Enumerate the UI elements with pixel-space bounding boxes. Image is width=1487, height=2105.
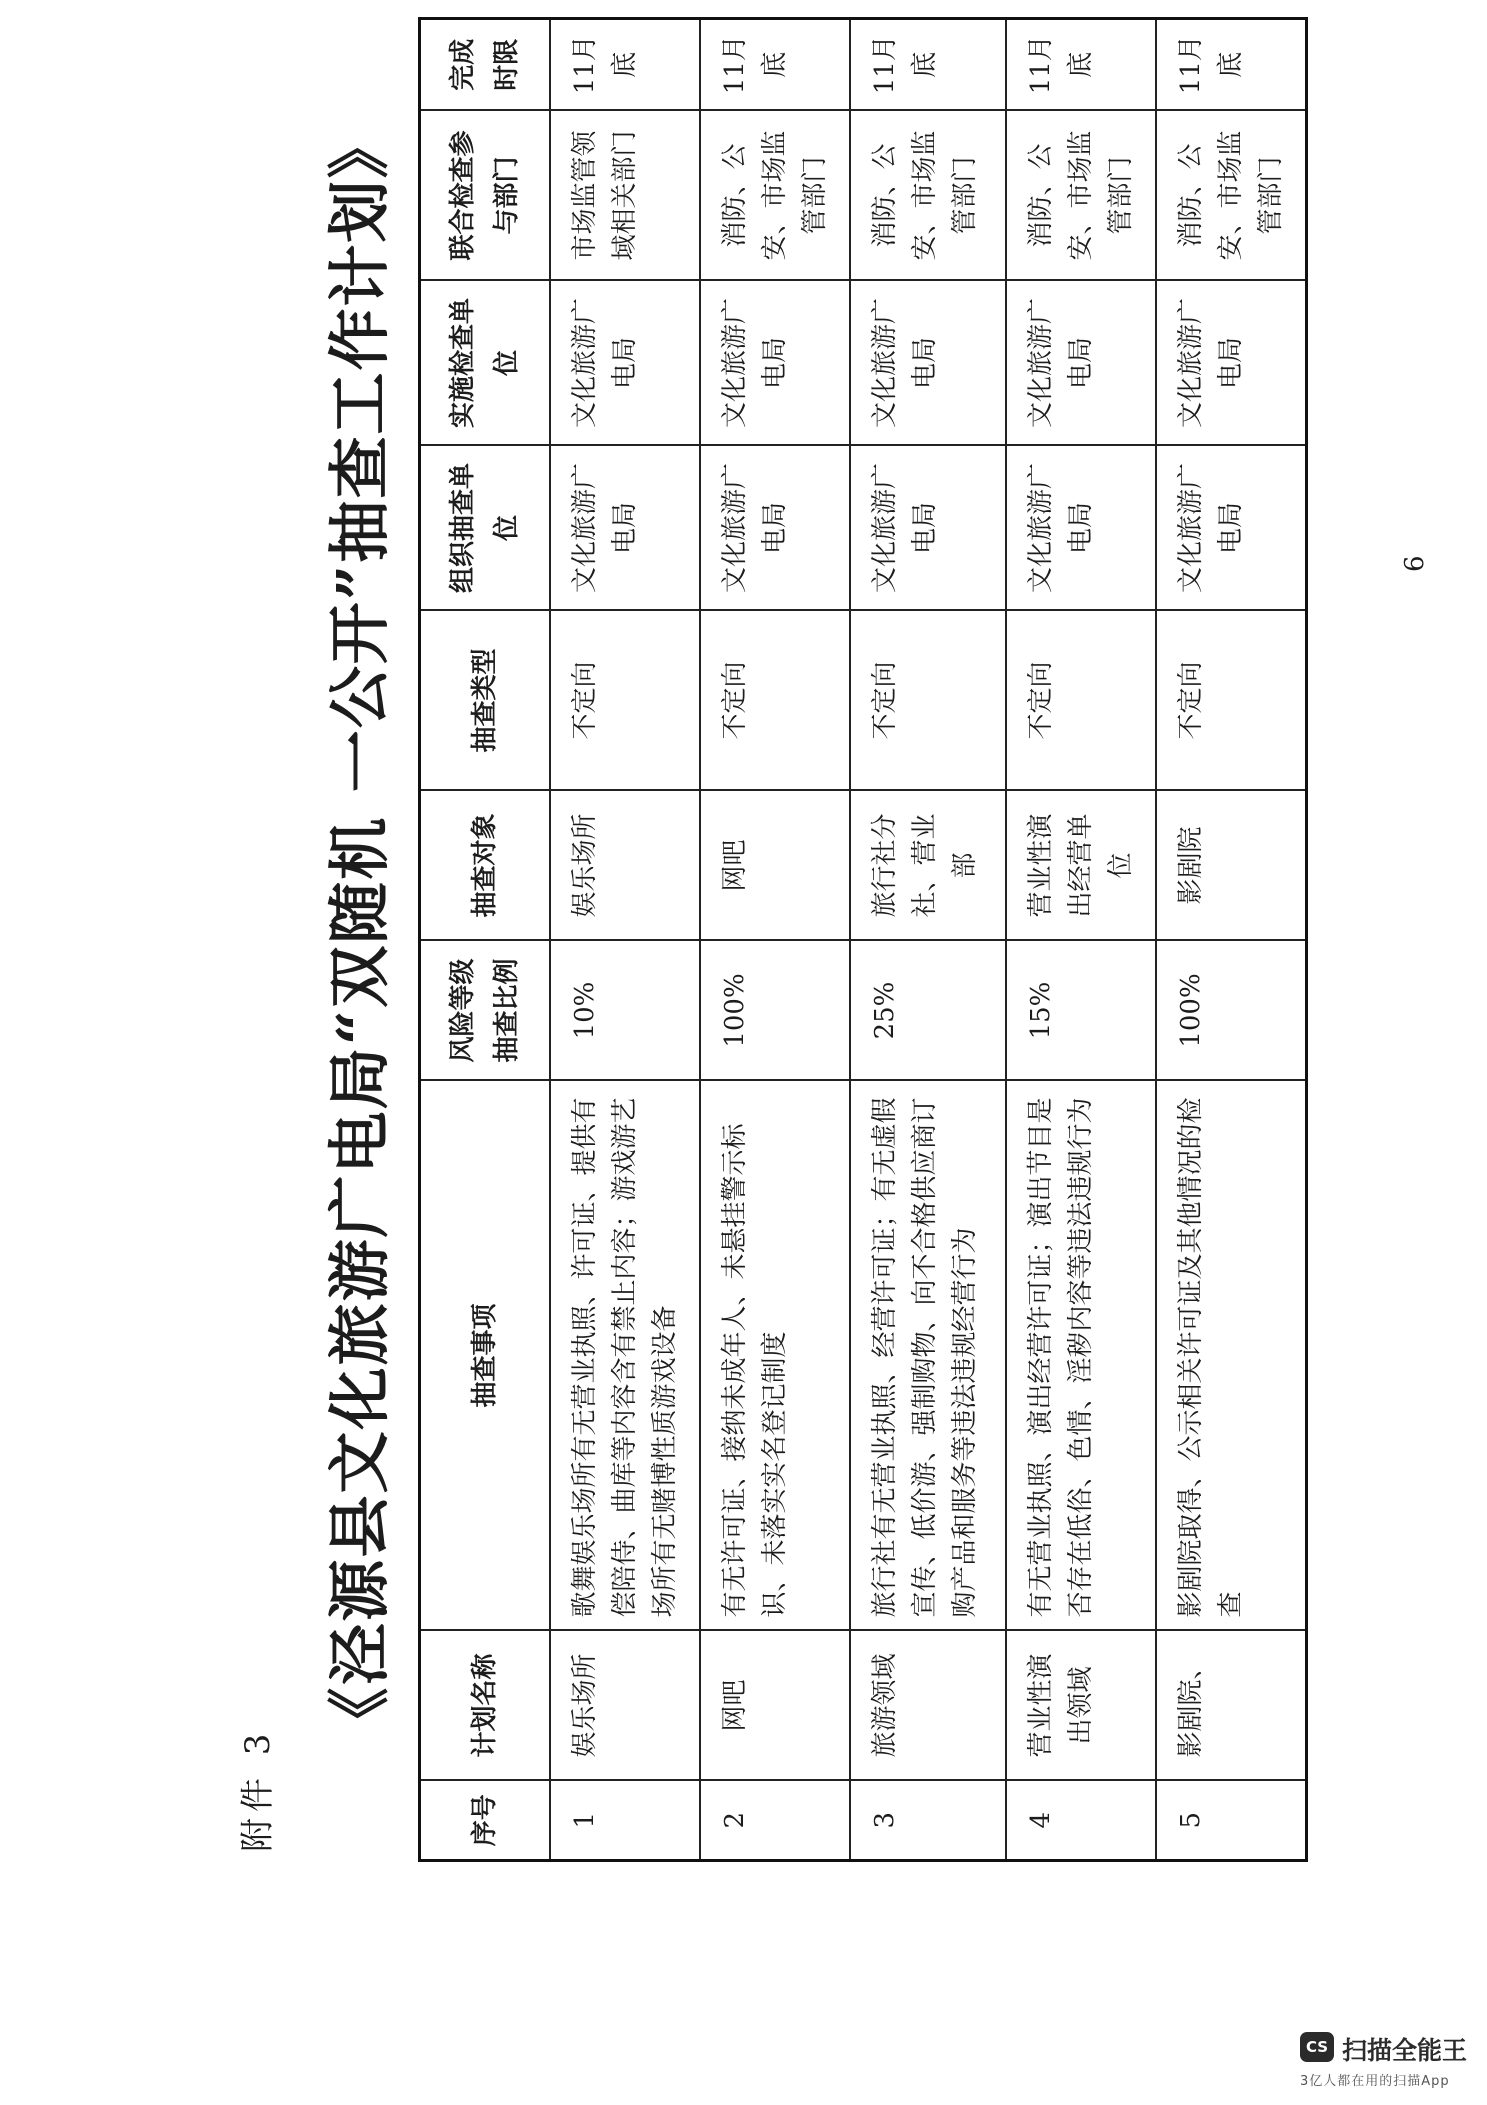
header-joint: 联合检查参与部门 — [420, 111, 551, 281]
cell-ratio: 25% — [850, 941, 1006, 1081]
header-ratio: 风险等级抽查比例 — [420, 941, 551, 1081]
table-row — [1156, 19, 1307, 1861]
scanner-app-name: 扫描全能王 — [1342, 2036, 1468, 2065]
table-row — [700, 19, 850, 1861]
table-row — [850, 19, 1006, 1861]
page-number: 6 — [1400, 555, 1430, 572]
cell-joint: 消防、公安、市场监管部门 — [850, 111, 1006, 281]
header-plan-name: 计划名称 — [420, 1631, 551, 1781]
cell-seq: 3 — [850, 1781, 1006, 1861]
cell-type: 不定向 — [850, 611, 1006, 791]
cell-joint: 消防、公安、市场监管部门 — [700, 111, 850, 281]
cell-plan-name: 旅游领域 — [850, 1631, 1006, 1781]
cell-items: 有无营业执照、演出经营许可证；演出节目是否存在低俗、色情、淫秽内容等违法违规行为 — [1006, 1081, 1156, 1631]
cell-deadline: 11月底 — [700, 19, 850, 111]
cell-organizer: 文化旅游广电局 — [850, 446, 1006, 611]
plan-table-wrapper — [418, 20, 1308, 1862]
cell-target: 网吧 — [700, 791, 850, 941]
cell-seq: 4 — [1006, 1781, 1156, 1861]
cell-deadline: 11月底 — [850, 19, 1006, 111]
cell-type: 不定向 — [700, 611, 850, 791]
cell-plan-name: 娱乐场所 — [550, 1631, 700, 1781]
cell-implementer: 文化旅游广电局 — [850, 281, 1006, 446]
cell-deadline: 11月底 — [550, 19, 700, 111]
header-seq: 序号 — [420, 1781, 551, 1861]
cell-joint: 市场监管领域相关部门 — [550, 111, 700, 281]
cell-items: 旅行社有无营业执照、经营许可证；有无虚假宣传、低价游、强制购物、向不合格供应商订购产品和服务等违法违规经营行为 — [850, 1081, 1006, 1631]
cell-implementer: 文化旅游广电局 — [1156, 281, 1307, 446]
cell-ratio: 100% — [700, 941, 850, 1081]
header-deadline: 完成时限 — [420, 19, 551, 111]
cell-target: 娱乐场所 — [550, 791, 700, 941]
cell-deadline: 11月底 — [1006, 19, 1156, 111]
cell-seq: 2 — [700, 1781, 850, 1861]
cell-plan-name: 营业性演出领域 — [1006, 1631, 1156, 1781]
cell-organizer: 文化旅游广电局 — [550, 446, 700, 611]
cell-items: 有无许可证、接纳未成年人、未悬挂警示标识、未落实实名登记制度 — [700, 1081, 850, 1631]
cell-organizer: 文化旅游广电局 — [1156, 446, 1307, 611]
cell-plan-name: 网吧 — [700, 1631, 850, 1781]
cell-type: 不定向 — [1006, 611, 1156, 791]
cell-joint: 消防、公安、市场监管部门 — [1006, 111, 1156, 281]
header-target: 抽查对象 — [420, 791, 551, 941]
rotated-page-content — [230, 2, 1430, 1862]
plan-table — [418, 17, 1308, 1862]
document-title: 《泾源县文化旅游广电局“双随机 一公开”抽查工作计划》 — [323, 114, 396, 1750]
cell-organizer: 文化旅游广电局 — [700, 446, 850, 611]
cell-ratio: 10% — [550, 941, 700, 1081]
cell-joint: 消防、公安、市场监管部门 — [1156, 111, 1307, 281]
cell-plan-name: 影剧院、 — [1156, 1631, 1307, 1781]
table-row — [1006, 19, 1156, 1861]
cell-target: 营业性演出经营单位 — [1006, 791, 1156, 941]
header-items: 抽查事项 — [420, 1081, 551, 1631]
table-header-row — [420, 19, 551, 1861]
cell-target: 影剧院 — [1156, 791, 1307, 941]
cell-seq: 1 — [550, 1781, 700, 1861]
cell-ratio: 100% — [1156, 941, 1307, 1081]
header-organizer: 组织抽查单位 — [420, 446, 551, 611]
cell-implementer: 文化旅游广电局 — [550, 281, 700, 446]
table-row — [550, 19, 700, 1861]
header-implementer: 实施检查单位 — [420, 281, 551, 446]
cell-type: 不定向 — [1156, 611, 1307, 791]
header-type: 抽查类型 — [420, 611, 551, 791]
cell-type: 不定向 — [550, 611, 700, 791]
scanner-logo-icon: CS — [1300, 2032, 1334, 2062]
cell-ratio: 15% — [1006, 941, 1156, 1081]
cell-seq: 5 — [1156, 1781, 1307, 1861]
cell-items: 影剧院取得、公示相关许可证及其他情况的检查 — [1156, 1081, 1307, 1631]
cell-target: 旅行社分社、营业部 — [850, 791, 1006, 941]
cell-implementer: 文化旅游广电局 — [700, 281, 850, 446]
scanner-slogan: 3亿人都在用的扫描App — [1300, 2074, 1450, 2089]
cell-items: 歌舞娱乐场所有无营业执照、许可证、提供有偿陪侍、曲库等内容含有禁止内容；游戏游艺场所有无赌博性质游戏设备 — [550, 1081, 700, 1631]
annex-label: 附件 3 — [238, 1727, 278, 1852]
cell-deadline: 11月底 — [1156, 19, 1307, 111]
cell-organizer: 文化旅游广电局 — [1006, 446, 1156, 611]
cell-implementer: 文化旅游广电局 — [1006, 281, 1156, 446]
